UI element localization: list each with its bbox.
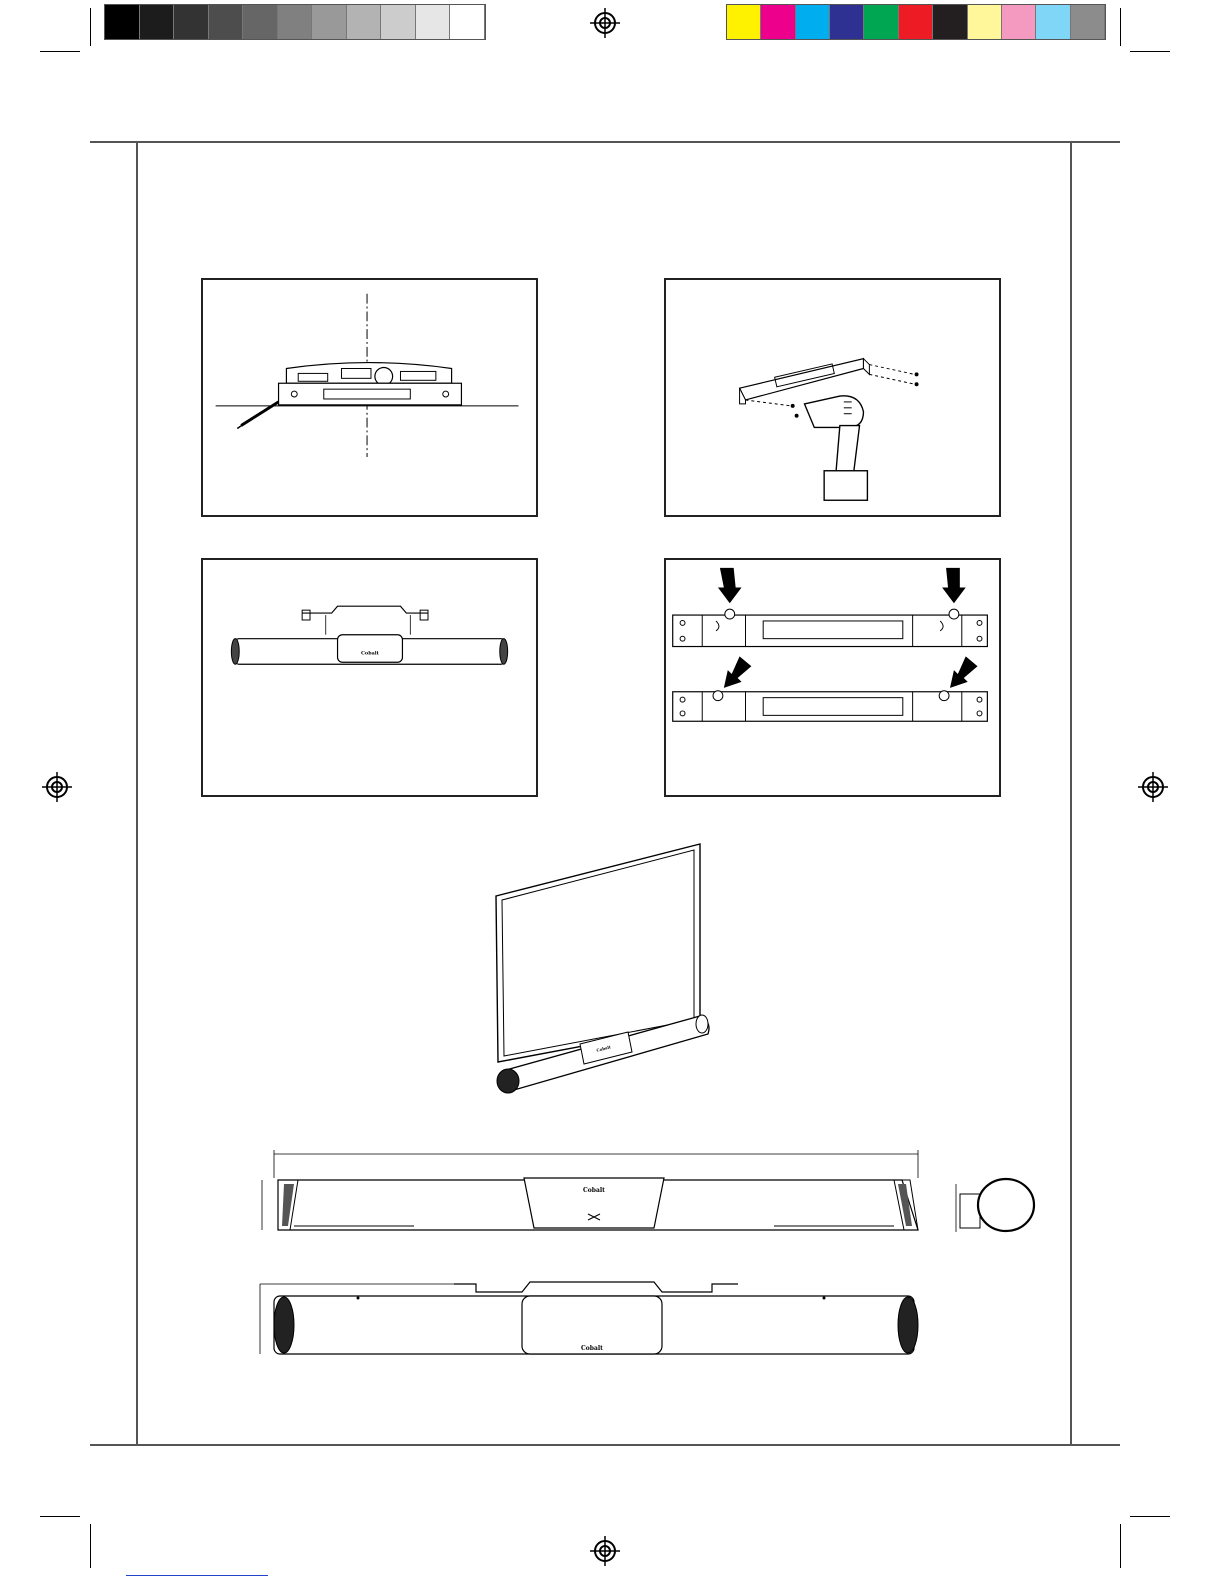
page-frame-bottom-rule xyxy=(90,1444,1120,1446)
color-swatch xyxy=(140,5,175,39)
color-swatch xyxy=(243,5,278,39)
bracket-lower xyxy=(673,691,988,721)
color-swatch xyxy=(1036,5,1070,39)
soundbar-logo: Cobalt xyxy=(361,650,379,657)
arrow-diagonal-icon xyxy=(724,656,752,687)
footer-hyperlink-underline xyxy=(126,1575,268,1576)
color-swatch xyxy=(968,5,1002,39)
color-swatch xyxy=(105,5,140,39)
soundbar-side-dimension-view xyxy=(950,1172,1040,1236)
registration-mark-bottom-icon xyxy=(590,1536,620,1566)
bracket-upper xyxy=(673,609,988,646)
registration-mark-right-icon xyxy=(1138,772,1168,802)
color-swatch xyxy=(864,5,898,39)
step-drill-bracket-panel xyxy=(664,278,1001,517)
bracket-hook-arrows-illustration xyxy=(666,560,999,795)
drill-bracket-illustration xyxy=(666,280,999,515)
color-swatch xyxy=(450,5,485,39)
step-align-soundbar-panel xyxy=(201,558,538,797)
color-swatch xyxy=(209,5,244,39)
color-swatch xyxy=(933,5,967,39)
crop-mark xyxy=(1120,8,1121,46)
color-swatch xyxy=(899,5,933,39)
step-mark-wall-panel xyxy=(201,278,538,517)
crop-mark xyxy=(90,1524,91,1568)
color-swatch xyxy=(1071,5,1105,39)
crop-mark xyxy=(40,1516,80,1517)
crop-mark xyxy=(1130,1516,1170,1517)
color-swatch xyxy=(1002,5,1036,39)
color-swatch xyxy=(830,5,864,39)
front-view-logo: Cobalt xyxy=(583,1187,605,1194)
grayscale-calibration-bar xyxy=(104,4,486,40)
color-calibration-bar xyxy=(726,4,1106,40)
soundbar-bracket-alignment-illustration xyxy=(203,560,536,795)
crop-mark xyxy=(90,8,91,46)
color-swatch xyxy=(761,5,795,39)
step-hook-brackets-panel xyxy=(664,558,1001,797)
tv-with-soundbar-illustration xyxy=(488,840,718,1102)
tv-soundbar-logo: Cobalt xyxy=(595,1044,612,1053)
registration-mark-top-icon xyxy=(590,8,620,38)
color-swatch xyxy=(796,5,830,39)
arrow-down-icon xyxy=(942,568,966,603)
page-frame-left-rule xyxy=(136,141,138,1446)
bracket-level-marking-illustration xyxy=(203,280,536,515)
crop-mark xyxy=(1120,1524,1121,1568)
crop-mark xyxy=(1130,51,1170,52)
arrow-down-icon xyxy=(718,568,742,603)
color-swatch xyxy=(312,5,347,39)
page-frame-right-rule xyxy=(1070,141,1072,1446)
color-swatch xyxy=(278,5,313,39)
color-swatch xyxy=(174,5,209,39)
color-swatch xyxy=(727,5,761,39)
color-swatch xyxy=(416,5,451,39)
crop-mark xyxy=(40,51,80,52)
page-frame-top-rule xyxy=(90,141,1120,143)
registration-mark-left-icon xyxy=(42,772,72,802)
soundbar-back-dimension-view xyxy=(254,1274,926,1366)
arrow-diagonal-icon xyxy=(950,656,978,687)
color-swatch xyxy=(381,5,416,39)
soundbar-front-dimension-view xyxy=(254,1148,926,1238)
color-swatch xyxy=(347,5,382,39)
back-view-logo: Cobalt xyxy=(581,1345,603,1352)
